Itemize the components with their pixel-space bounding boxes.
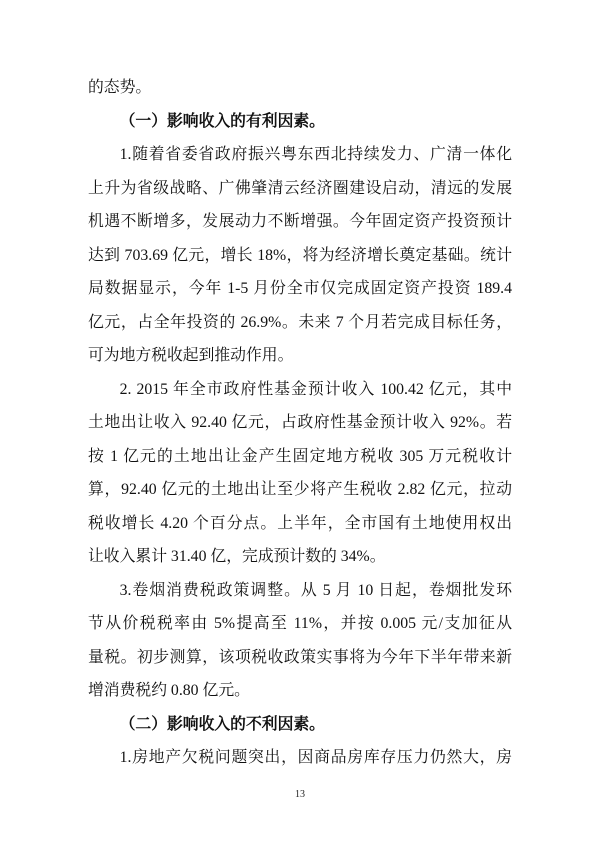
section-heading-1 [88, 105, 512, 139]
text-line: 税收增长 4.20 个百分点。上半年，全市国有土地使用权出 [88, 514, 512, 532]
section-heading-text: （一）影响收入的有利因素。 [119, 112, 325, 130]
text-line: 3.卷烟消费税政策调整。从 5 月 10 日起，卷烟批发环 [119, 581, 512, 599]
paragraph-item-3 [88, 574, 512, 708]
text-line: 机遇不断增多，发展动力不断增强。今年固定资产投资预计 [88, 213, 512, 230]
text-line: 按 1 亿元的土地出让金产生固定地方税收 305 万元税收计 [88, 447, 512, 465]
paragraph-item-2 [88, 373, 512, 574]
text-line: 达到 703.69 亿元，增长 18%，将为经济增长奠定基础。统计 [88, 246, 512, 264]
text-line: 增消费税约 0.80 亿元。 [88, 682, 250, 699]
page-number: 13 [295, 789, 305, 800]
text-line: 2. 2015 年全市政府性基金预计收入 100.42 亿元，其中 [119, 380, 512, 398]
text-line: 的态势。 [88, 79, 152, 96]
text-line: 1.房地产欠税问题突出，因商品房库存压力仍然大，房 [119, 749, 512, 766]
section-heading-2 [88, 708, 512, 742]
text-line: 土地出让收入 92.40 亿元，占政府性基金预计收入 92%。若 [88, 414, 512, 431]
text-line: 算，92.40 亿元的土地出让至少将产生税收 2.82 亿元，拉动 [88, 481, 512, 498]
paragraph-continuation [88, 71, 512, 105]
text-line: 量税。初步测算，该项税收政策实事将为今年下半年带来新 [88, 648, 512, 666]
paragraph-item-4 [88, 741, 512, 775]
text-line: 亿元，占全年投资的 26.9%。未来 7 个月若完成目标任务， [88, 313, 512, 331]
text-line: 让收入累计 31.40 亿，完成预计数的 34%。 [88, 548, 386, 565]
text-line: 局数据显示，今年 1-5 月份全市仅完成固定资产投资 189.4 [88, 280, 512, 297]
document-body [88, 71, 512, 775]
text-line: 节从价税税率由 5%提高至 11%，并按 0.005 元/支加征从 [88, 615, 512, 632]
text-line: 上升为省级战略、广佛肇清云经济圈建设启动，清远的发展 [88, 179, 512, 197]
paragraph-item-1 [88, 138, 512, 373]
text-line: 可为地方税收起到推动作用。 [88, 347, 294, 364]
section-heading-text: （二）影响收入的不利因素。 [119, 715, 325, 733]
text-line: 1.随着省委省政府振兴粤东西北持续发力、广清一体化 [119, 146, 512, 163]
